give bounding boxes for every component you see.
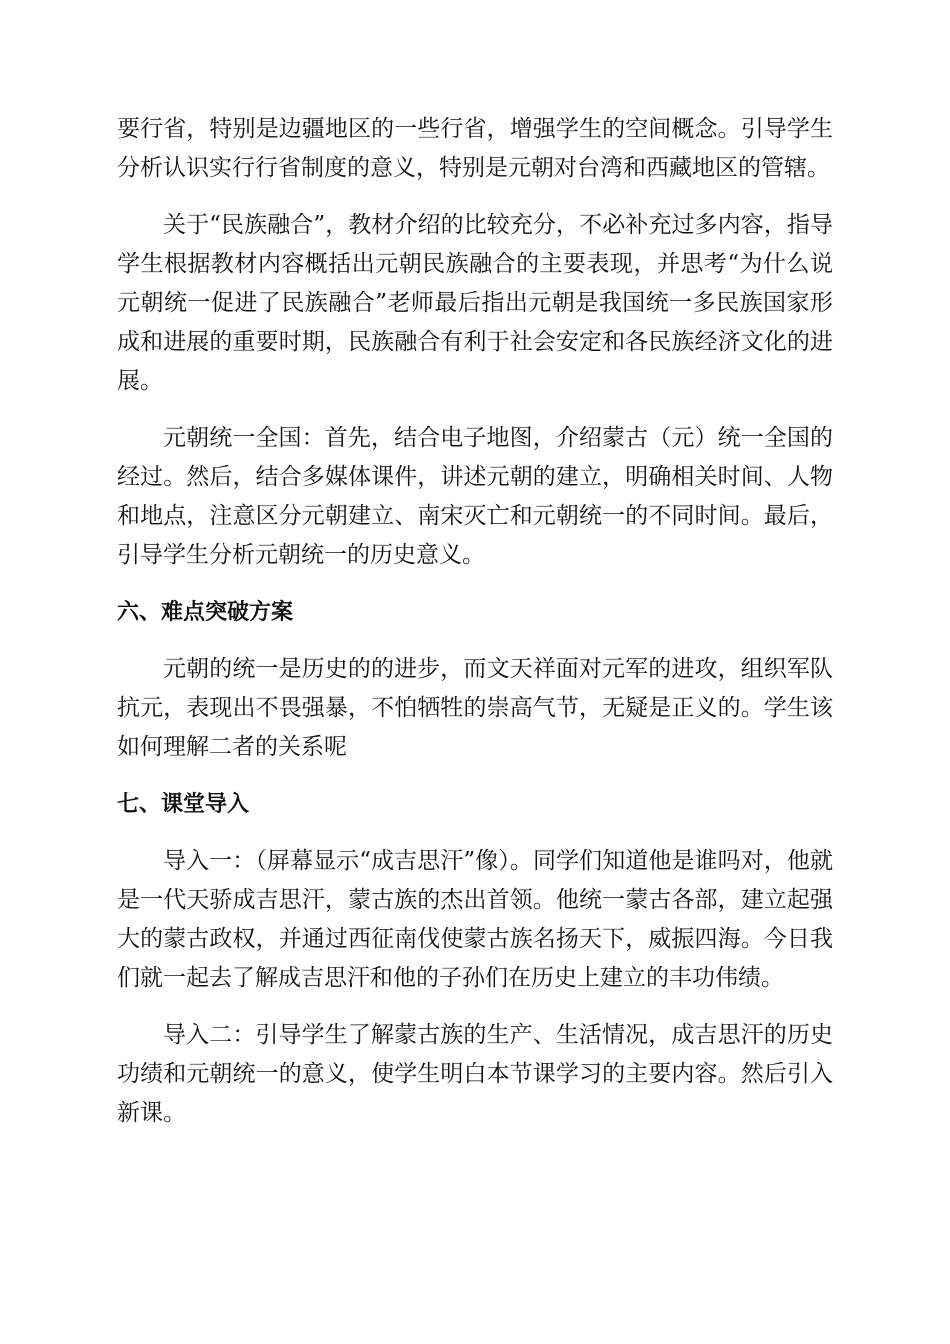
paragraph-ethnic-fusion: 关于“民族融合”，教材介绍的比较充分，不必补充过多内容，指导学生根据教材内容概括出元朝民族融合的主要表现，并思考“为什么说元朝统一促进了民族融合”老师最后指出元朝是我国统一多民族国家形成和进展的重要时期，民族融合有利于社会安定和各民族经济文化的进展。 [117,212,833,394]
paragraph-intro-one: 导入一：（屏幕显示“成吉思汗”像）。同学们知道他是谁吗对，他就是一代天骄成吉思汗，蒙古族的杰出首领。他统一蒙古各部，建立起强大的蒙古政权，并通过西征南伐使蒙古族名扬天下，威振四海。今日我们就一起去了解成吉思汗和他的子孙们在历史上建立的丰功伟绩。 [117,848,833,991]
section-heading-introduction: 七、课堂导入 [117,792,250,817]
paragraph-province-continued: 要行省，特别是边疆地区的一些行省，增强学生的空间概念。引导学生分析认识实行行省制度的意义，特别是元朝对台湾和西藏地区的管辖。 [117,116,833,181]
document-body [117,110,833,1151]
paragraph-yuan-unification: 元朝统一全国：首先，结合电子地图，介绍蒙古（元）统一全国的经过。然后，结合多媒体课件，讲述元朝的建立，明确相关时间、人物和地点，注意区分元朝建立、南宋灭亡和元朝统一的不同时间。最后，引导学生分析元朝统一的历史意义。 [117,425,833,568]
paragraph-difficulty: 元朝的统一是历史的的进步，而文天祥面对元军的进攻，组织军队抗元，表现出不畏强暴，不怕牺牲的崇高气节，无疑是正义的。学生该如何理解二者的关系呢 [117,656,833,760]
paragraph-intro-two: 导入二：引导学生了解蒙古族的生产、生活情况，成吉思汗的历史功绩和元朝统一的意义，使学生明白本节课学习的主要内容。然后引入新课。 [117,1022,833,1126]
section-heading-difficulty: 六、难点突破方案 [117,600,294,625]
